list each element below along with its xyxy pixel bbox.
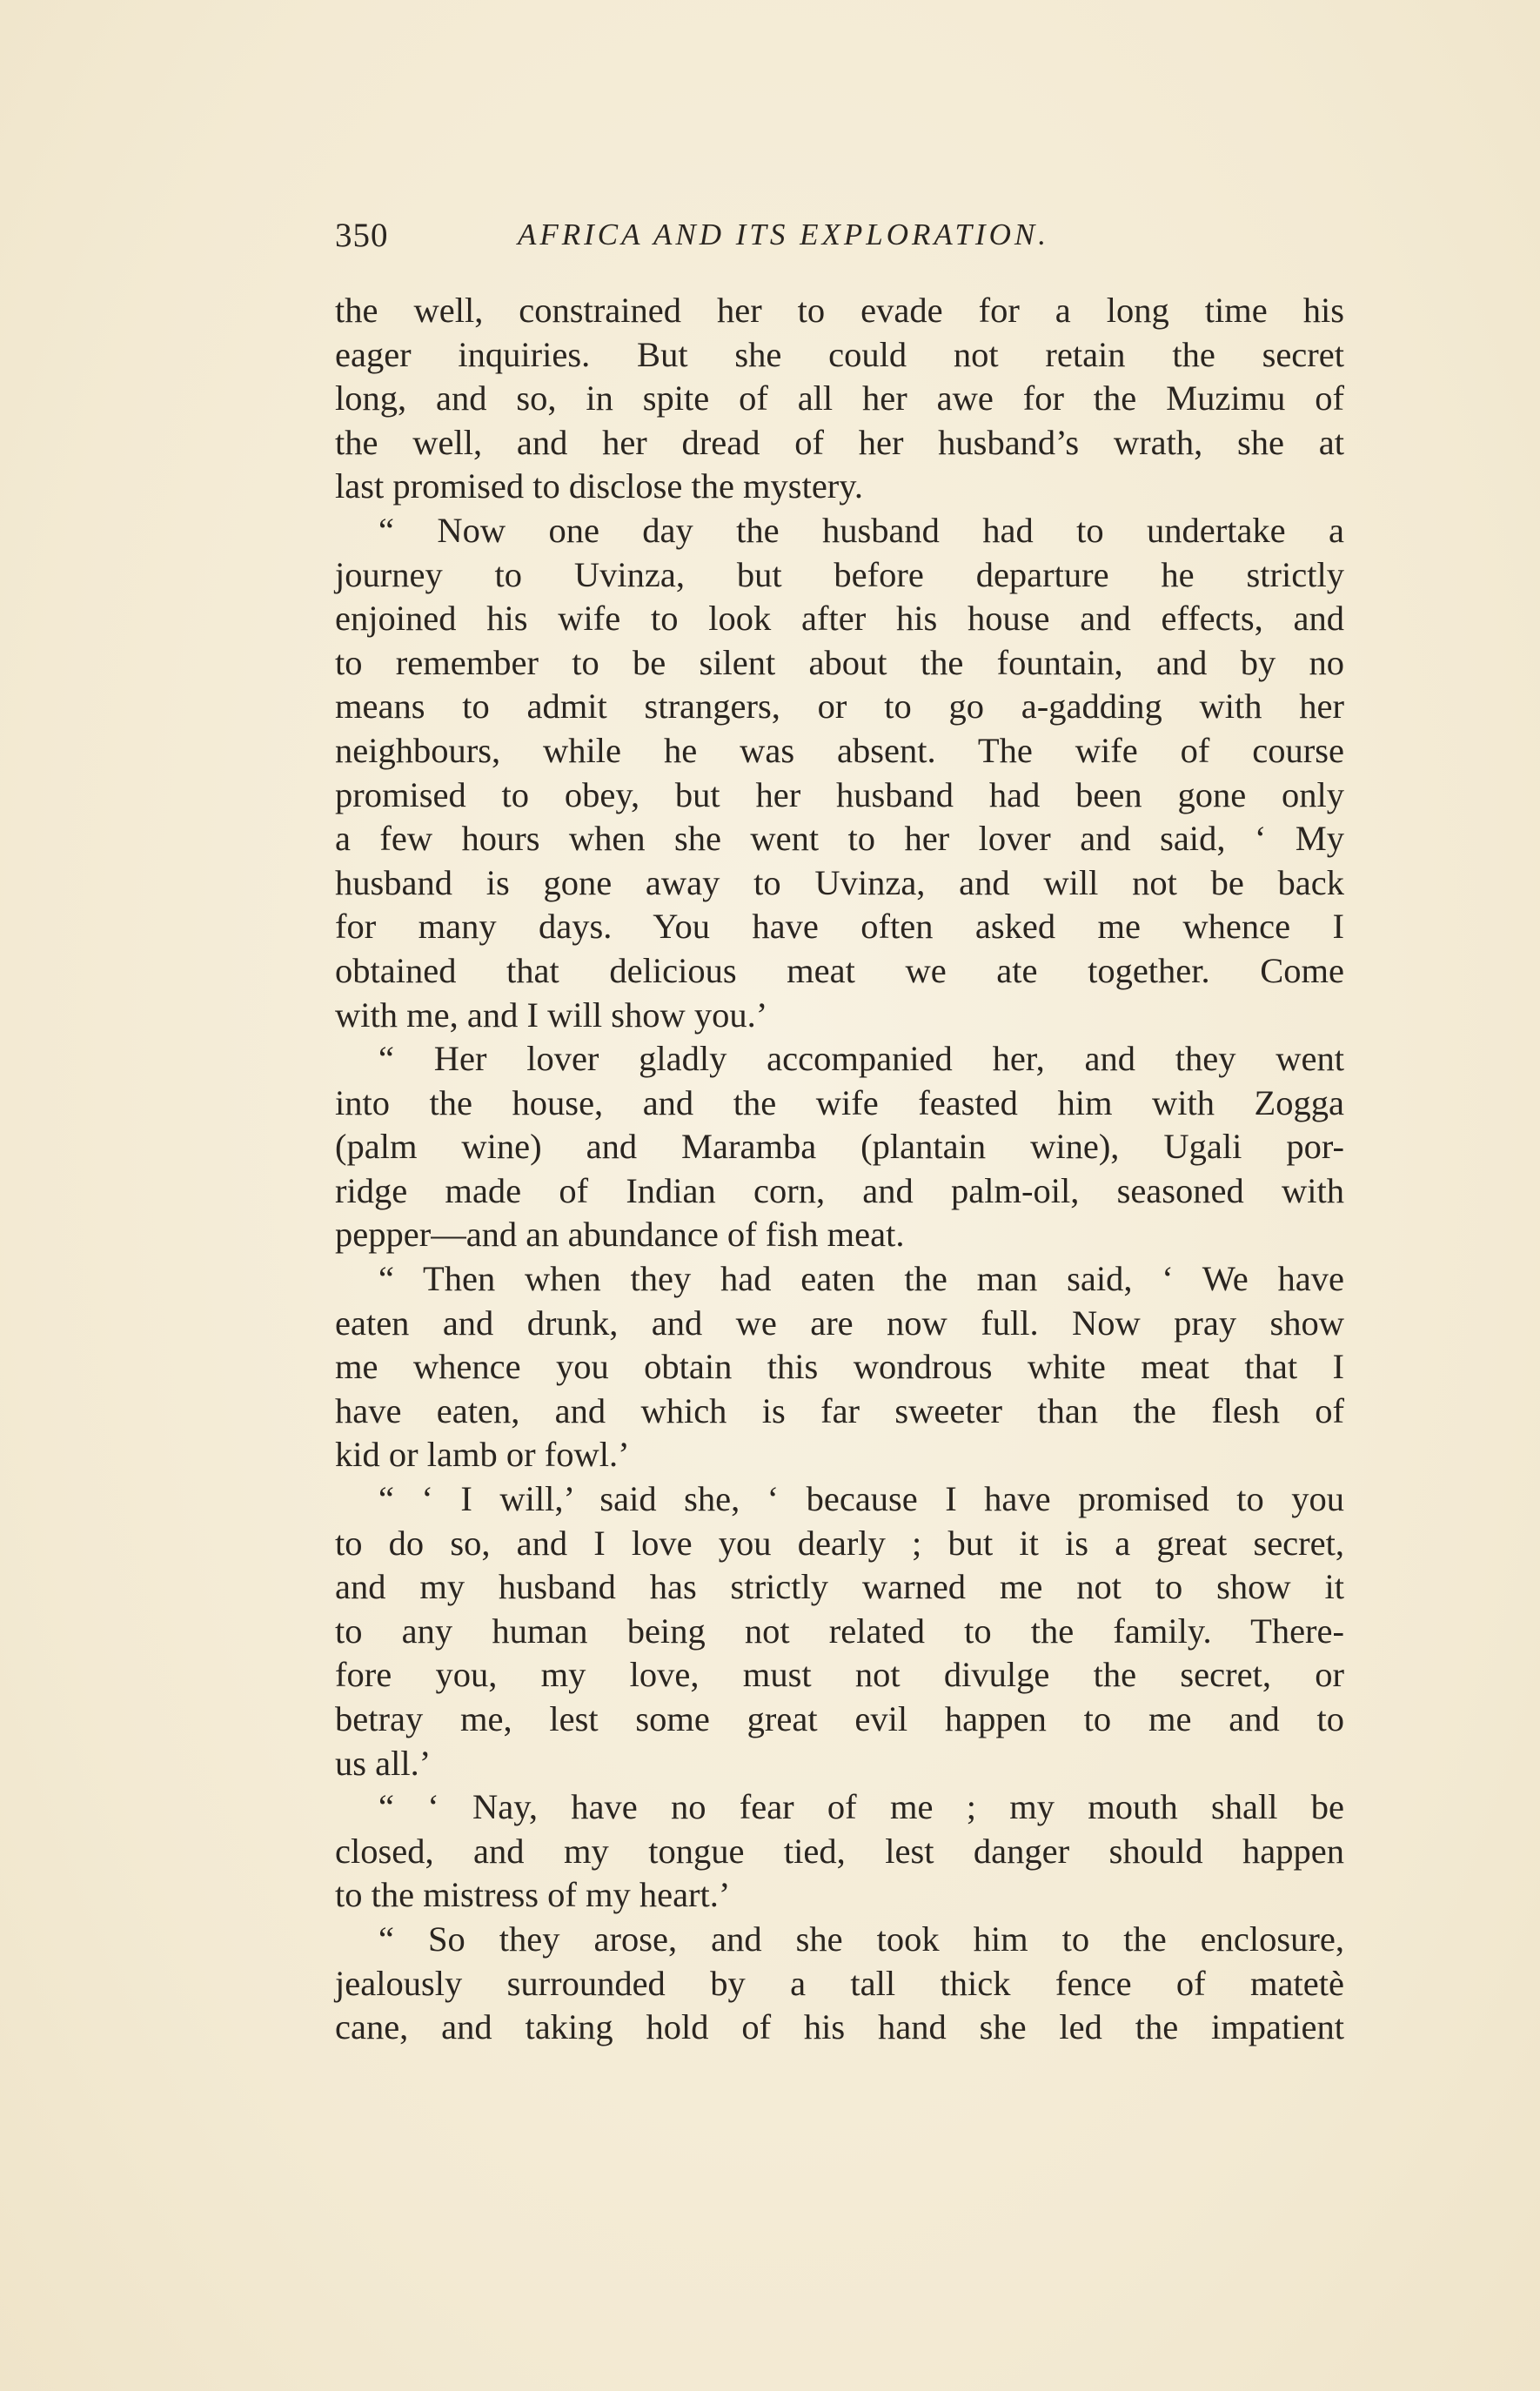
text-line: the well, constrained her to evade for a long time his [335,291,1344,330]
text-line: obtained that delicious meat we ate together. Come [335,950,1344,990]
text-line: kid or lamb or fowl.’ [335,1435,630,1475]
text-line: the well, and her dread of her husband’s wrath, she at [335,422,1344,462]
text-line: journey to Uvinza, but before departure he strictly [335,554,1344,594]
text-line: eaten and drunk, and we are now full. Now pray show [335,1303,1344,1343]
page-header [335,216,1344,259]
text-line: neighbours, while he was absent. The wife of course [335,730,1344,770]
text-line: closed, and my tongue tied, lest danger should happen [335,1831,1344,1871]
text-line: jealously surrounded by a tall thick fence of matetè [335,1963,1344,2003]
text-line: for many days. You have often asked me whence I [335,907,1344,947]
text-line: “ Her lover gladly accompanied her, and they went [378,1039,1344,1079]
text-line: and my husband has strictly warned me not to show it [335,1567,1344,1607]
running-head: AFRICA AND ITS EXPLORATION. [518,218,1049,251]
text-line: long, and so, in spite of all her awe for the Muzimu of [335,378,1344,419]
text-line: to remember to be silent about the fountain, and by no [335,642,1344,682]
text-line: eager inquiries. But she could not retain the secret [335,334,1344,374]
body-text [335,289,1344,2050]
page-number: 350 [335,217,389,254]
text-line: to any human being not related to the family. There- [335,1611,1344,1651]
text-line: last promised to disclose the mystery. [335,466,864,506]
text-line: fore you, my love, must not divulge the secret, or [335,1655,1344,1695]
text-line: betray me, lest some great evil happen to me and to [335,1699,1344,1738]
text-line: “ ‘ Nay, have no fear of me ; my mouth shall be [378,1787,1344,1827]
text-line: “ So they arose, and she took him to the enclosure, [378,1919,1344,1959]
text-line: (palm wine) and Maramba (plantain wine), Ugali por- [335,1127,1344,1167]
text-line: with me, and I will show you.’ [335,995,768,1035]
text-line: “ Now one day the husband had to undertake a [378,510,1344,550]
text-line: enjoined his wife to look after his house and effects, and [335,599,1344,639]
text-line: into the house, and the wife feasted him with Zogga [335,1082,1344,1122]
text-line: means to admit strangers, or to go a-gadding with her [335,686,1344,727]
text-line: promised to obey, but her husband had been gone only [335,774,1344,814]
text-line: pepper—and an abundance of fish meat. [335,1215,905,1255]
text-line: have eaten, and which is far sweeter than the flesh of [335,1390,1344,1430]
text-line: husband is gone away to Uvinza, and will not be back [335,862,1344,902]
text-line: ridge made of Indian corn, and palm-oil, seasoned with [335,1170,1344,1210]
text-line: a few hours when she went to her lover and said, ‘ My [335,819,1344,859]
text-line: cane, and taking hold of his hand she led the impatient [335,2007,1344,2047]
text-line: me whence you obtain this wondrous white meat that I [335,1347,1344,1387]
text-line: “ Then when they had eaten the man said, ‘ We have [378,1259,1344,1299]
text-line: to do so, and I love you dearly ; but it is a great secret, [335,1523,1344,1563]
text-line: us all.’ [335,1743,432,1783]
text-line: to the mistress of my heart.’ [335,1875,731,1915]
text-line: “ ‘ I will,’ said she, ‘ because I have promised to you [378,1479,1344,1519]
